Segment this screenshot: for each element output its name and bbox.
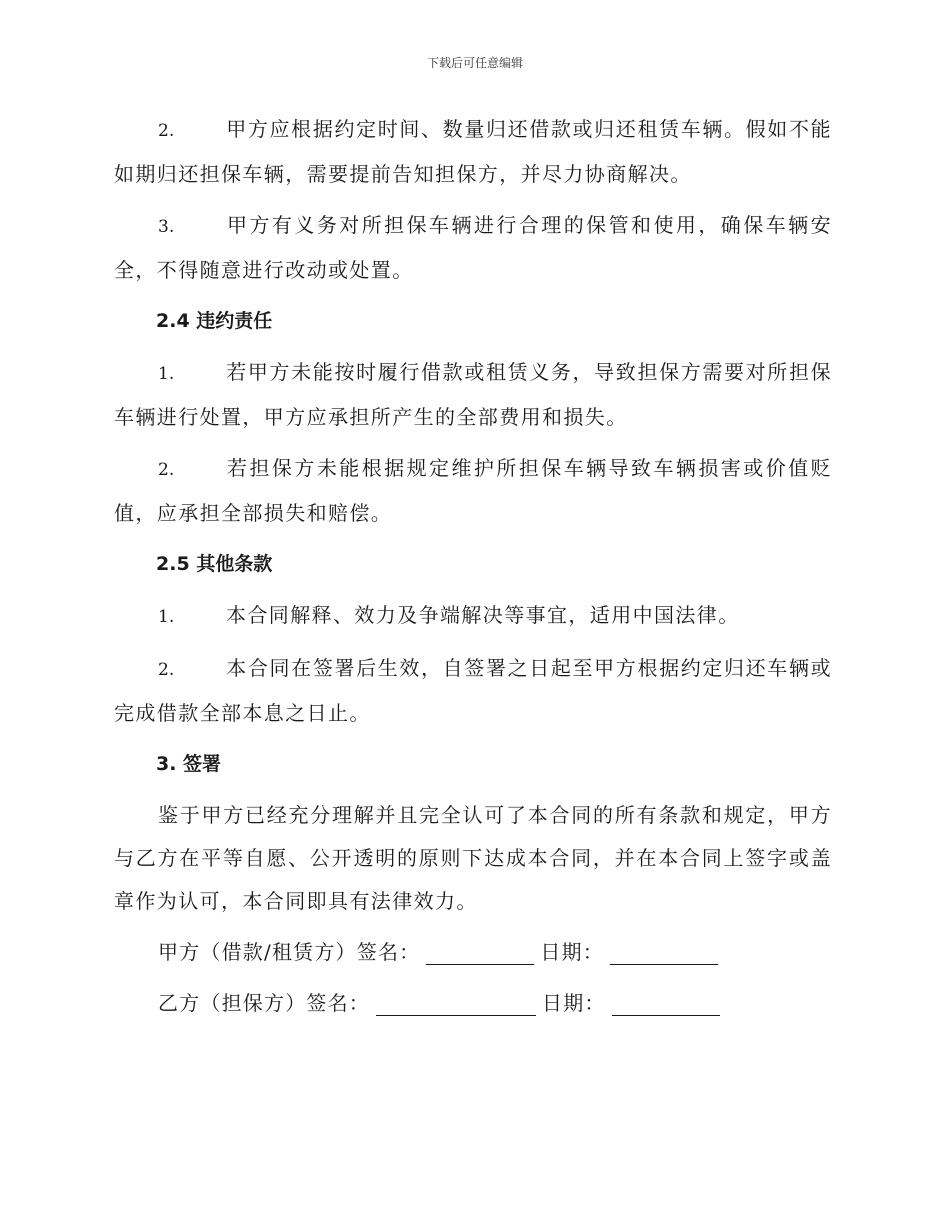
- item-text: 若甲方未能按时履行借款或租赁义务，导致担保方需要对所担保车辆进行处置，甲方应承担所产生的全部费用和损失。: [114, 360, 832, 429]
- item-number: 1.: [158, 364, 175, 384]
- obligation-item-3: [114, 204, 832, 292]
- header-note: 下载后可任意编辑: [426, 56, 523, 70]
- breach-item-2: [114, 447, 832, 535]
- section-heading-other: 2.5 其他条款: [156, 553, 273, 575]
- signing-paragraph: 鉴于甲方已经充分理解并且完全认可了本合同的所有条款和规定，甲方与乙方在平等自愿、公开透明的原则下达成本合同，并在本合同上签字或盖章作为认可，本合同即具有法律效力。: [114, 803, 832, 913]
- item-number: 2.: [158, 460, 175, 480]
- party-a-signature-line: [114, 931, 832, 974]
- item-number: 1.: [158, 607, 175, 627]
- item-text: 若担保方未能根据规定维护所担保车辆导致车辆损害或价值贬值，应承担全部损失和赔偿。: [114, 456, 832, 525]
- item-text: 本合同在签署后生效，自签署之日起至甲方根据约定归还车辆或完成借款全部本息之日止。: [114, 656, 832, 725]
- party-b-label: 乙方（担保方）签名：: [158, 991, 370, 1015]
- party-b-signature-line: [114, 982, 832, 1025]
- party-b-signature-blank[interactable]: [376, 989, 536, 1016]
- party-a-label: 甲方（借款/租赁方）签名：: [158, 940, 421, 964]
- document-body: [114, 108, 832, 1033]
- item-text: 本合同解释、效力及争端解决等事宜，适用中国法律。: [226, 603, 740, 627]
- item-number: 2.: [158, 121, 175, 141]
- item-number: 3.: [158, 217, 175, 237]
- item-text: 甲方应根据约定时间、数量归还借款或归还租赁车辆。假如不能如期归还担保车辆，需要提前告知担保方，并尽力协商解决。: [114, 117, 832, 186]
- item-text: 甲方有义务对所担保车辆进行合理的保管和使用，确保车辆安全，不得随意进行改动或处置。: [114, 213, 832, 282]
- section-heading-breach: 2.4 违约责任: [156, 310, 273, 332]
- party-a-date-blank[interactable]: [610, 938, 718, 965]
- obligation-item-2: [114, 108, 832, 196]
- other-item-1: [114, 594, 832, 639]
- section-heading-signing: 3. 签署: [156, 753, 222, 775]
- other-item-2: [114, 647, 832, 735]
- item-number: 2.: [158, 660, 175, 680]
- party-b-date-blank[interactable]: [612, 989, 720, 1016]
- breach-item-1: [114, 351, 832, 439]
- date-label: 日期：: [542, 991, 606, 1015]
- date-label: 日期：: [540, 940, 604, 964]
- party-a-signature-blank[interactable]: [426, 938, 534, 965]
